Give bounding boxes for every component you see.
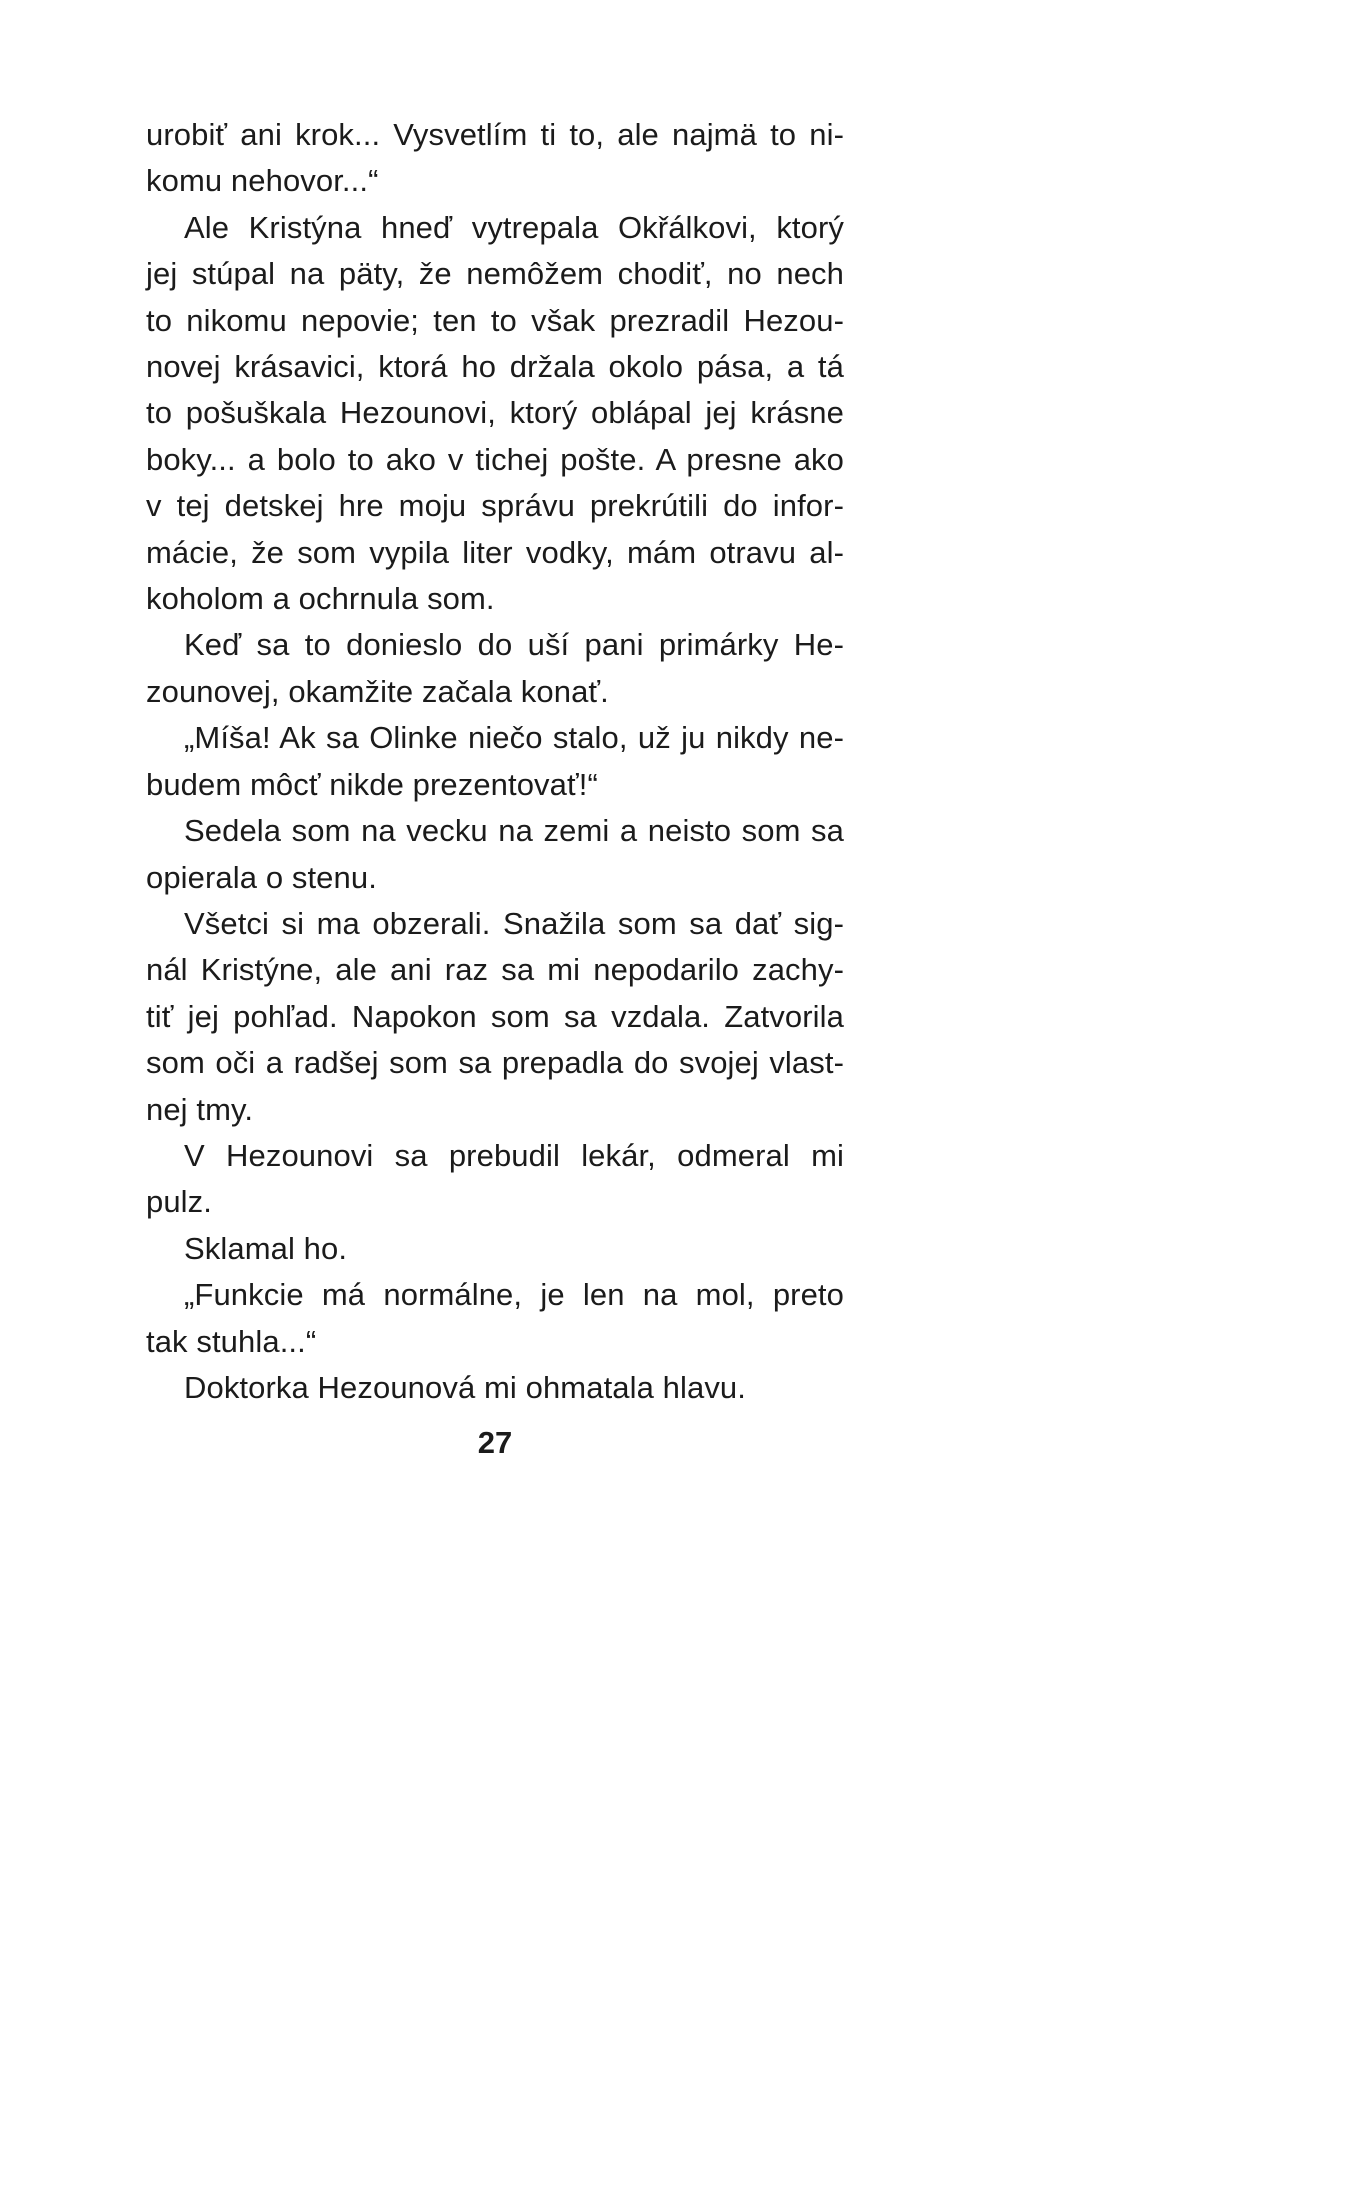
text-line: koholom a ochrnula som. — [146, 581, 495, 617]
page-text — [146, 112, 844, 1411]
paragraph — [146, 808, 844, 901]
text-line: mácie, že som vypila liter vodky, mám otravu al- — [146, 534, 844, 570]
text-line: budem môcť nikde prezentovať!“ — [146, 766, 598, 802]
text-line: Ale Kristýna hneď vytrepala Okřálkovi, ktorý — [184, 209, 844, 245]
text-line: v tej detskej hre moju správu prekrútili do infor- — [146, 488, 844, 524]
paragraph — [146, 1365, 844, 1411]
text-line: som oči a radšej som sa prepadla do svojej vlast- — [146, 1045, 844, 1081]
text-line: tak stuhla...“ — [146, 1323, 317, 1359]
text-line: to nikomu nepovie; ten to však prezradil Hezou- — [146, 302, 844, 338]
text-line: V Hezounovi sa prebudil lekár, odmeral mi — [184, 1137, 844, 1173]
paragraph — [146, 1226, 844, 1272]
text-line: novej krásavici, ktorá ho držala okolo pása, a tá — [146, 349, 844, 385]
text-line: Keď sa to donieslo do uší pani primárky He- — [184, 627, 844, 663]
text-line: urobiť ani krok... Vysvetlím ti to, ale najmä to ni- — [146, 117, 844, 152]
paragraph — [146, 622, 844, 715]
text-line: „Míša! Ak sa Olinke niečo stalo, už ju nikdy ne- — [184, 720, 844, 756]
text-line: pulz. — [146, 1184, 212, 1220]
text-line: Doktorka Hezounová mi ohmatala hlavu. — [184, 1369, 746, 1405]
text-line: komu nehovor...“ — [146, 163, 379, 199]
text-line: Sedela som na vecku na zemi a neisto som sa — [184, 813, 844, 849]
text-line: nál Kristýne, ale ani raz sa mi nepodarilo zachy- — [146, 952, 844, 988]
text-line: boky... a bolo to ako v tichej pošte. A presne ako — [146, 441, 844, 477]
paragraph — [146, 1133, 844, 1226]
paragraph — [146, 205, 844, 623]
text-line: zounovej, okamžite začala konať. — [146, 673, 609, 709]
text-line: to pošuškala Hezounovi, ktorý oblápal jej krásne — [146, 395, 844, 431]
text-line: jej stúpal na päty, že nemôžem chodiť, no nech — [146, 256, 844, 292]
text-line: opierala o stenu. — [146, 859, 377, 895]
text-line: Všetci si ma obzerali. Snažila som sa dať sig- — [184, 905, 844, 941]
paragraph — [146, 901, 844, 1133]
paragraph — [146, 715, 844, 808]
text-line: tiť jej pohľad. Napokon som sa vzdala. Zatvorila — [146, 998, 844, 1034]
text-line: Sklamal ho. — [184, 1230, 348, 1266]
paragraph — [146, 1272, 844, 1365]
page-number: 27 — [477, 1425, 513, 1460]
text-line: nej tmy. — [146, 1091, 254, 1127]
text-line: „Funkcie má normálne, je len na mol, preto — [184, 1277, 844, 1313]
paragraph — [146, 112, 844, 205]
